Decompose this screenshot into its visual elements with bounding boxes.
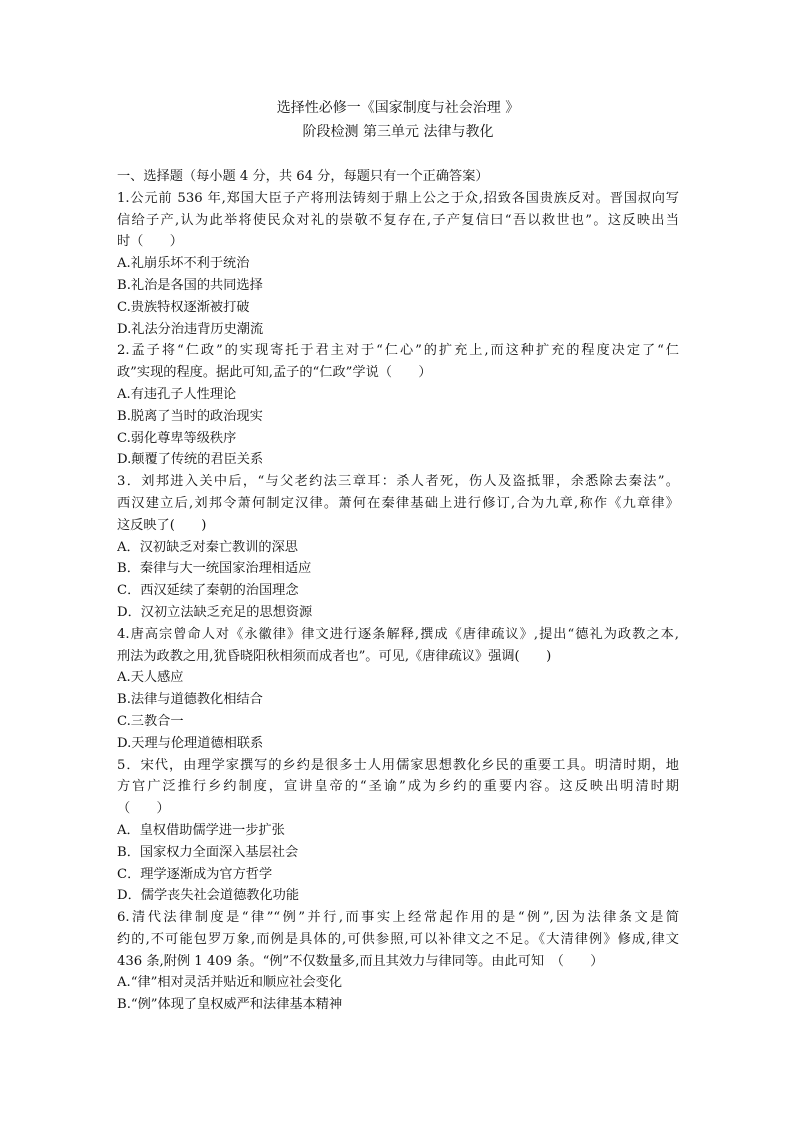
page-subtitle: 阶段检测 第三单元 法律与教化 bbox=[302, 124, 494, 140]
option-b: B．国家权力全面深入基层社会 bbox=[117, 844, 299, 860]
option-a: A．汉初缺乏对秦亡教训的深思 bbox=[117, 539, 298, 555]
option-c: C．理学逐渐成为官方哲学 bbox=[117, 866, 273, 882]
option-b: B.礼治是各国的共同选择 bbox=[117, 277, 263, 293]
option-d: D.天理与伦理道德相联系 bbox=[117, 735, 264, 751]
option-c: C.三教合一 bbox=[117, 713, 184, 729]
question-text-line: （ ） bbox=[117, 801, 170, 817]
question-text-line: 6.清代法律制度是“律”“例”并行,而事实上经常起作用的是“例”,因为法律条文是简 bbox=[117, 910, 679, 926]
question-text-line: 1.公元前 536 年,郑国大臣子产将刑法铸刻于鼎上公之于众,招致各国贵族反对。晋国叔向写 bbox=[117, 190, 679, 206]
question-text-line: 这反映了( ) bbox=[117, 517, 207, 533]
option-d: D．儒学丧失社会道德教化功能 bbox=[117, 888, 300, 904]
option-d: D.颠覆了传统的君臣关系 bbox=[117, 452, 264, 468]
option-d: D．汉初立法缺乏充足的思想资源 bbox=[117, 604, 313, 620]
question-text-line: 西汉建立后,刘邦令萧何制定汉律。萧何在秦律基础上进行修订,合为九章,称作《九章律》 bbox=[117, 495, 679, 511]
question-text-line: 4.唐高宗曾命人对《永徽律》律文进行逐条解释,撰成《唐律疏议》,提出“德礼为政教之本, bbox=[117, 626, 679, 642]
option-d: D.礼法分治违背历史潮流 bbox=[117, 321, 264, 337]
question-text-line: 约的,不可能包罗万象,而例是具体的,可供参照,可以补律文之不足。《大清律例》修成,律文 bbox=[117, 931, 679, 947]
option-c: C.贵族特权逐渐被打破 bbox=[117, 299, 250, 315]
exam-page bbox=[117, 96, 679, 1016]
question-text-line: 刑法为政教之用,犹昏晓阳秋相须而成者也”。可见,《唐律疏议》强调( ) bbox=[117, 648, 552, 664]
option-b: B.“例”体现了皇权威严和法律基本精神 bbox=[117, 997, 343, 1013]
question-5 bbox=[117, 755, 679, 908]
question-text-line: 436 条,附例 1 409 条。“例”不仅数量多,而且其效力与律同等。由此可知 （ ） bbox=[117, 953, 604, 969]
spacer bbox=[117, 144, 679, 166]
option-a: A.“律”相对灵活并贴近和顺应社会变化 bbox=[117, 975, 343, 991]
option-c: C．西汉延续了秦朝的治国理念 bbox=[117, 583, 299, 599]
option-c: C.弱化尊卑等级秩序 bbox=[117, 430, 237, 446]
option-b: B.脱离了当时的政治现实 bbox=[117, 408, 263, 424]
option-a: A．皇权借助儒学进一步扩张 bbox=[117, 822, 285, 838]
question-text-line: 信给子产,认为此举将使民众对礼的崇敬不复存在,子产复信曰“吾以救世也”。这反映出当 bbox=[117, 212, 679, 228]
question-2 bbox=[117, 340, 679, 471]
option-a: A.天人感应 bbox=[117, 670, 184, 686]
option-b: B.法律与道德教化相结合 bbox=[117, 692, 263, 708]
question-1 bbox=[117, 188, 679, 341]
option-a: A.有违孔子人性理论 bbox=[117, 386, 237, 402]
question-text-line: 5．宋代，由理学家撰写的乡约是很多士人用儒家思想教化乡民的重要工具。明清时期，地 bbox=[117, 757, 679, 773]
section-heading: 一、选择题（每小题 4 分，共 64 分，每题只有一个正确答案） bbox=[117, 169, 489, 184]
question-text-line: 3．刘邦进入关中后，“与父老约法三章耳：杀人者死，伤人及盗抵罪，余悉除去秦法”。 bbox=[117, 474, 679, 490]
question-4 bbox=[117, 624, 679, 755]
question-text-line: 时（ ） bbox=[117, 234, 183, 250]
question-text-line: 2.孟子将“仁政”的实现寄托于君主对于“仁心”的扩充上,而这种扩充的程度决定了“仁 bbox=[117, 343, 679, 359]
option-a: A.礼崩乐坏不利于统治 bbox=[117, 256, 250, 272]
question-text-line: 方官广泛推行乡约制度，宣讲皇帝的“圣谕”成为乡约的重要内容。这反映出明清时期 bbox=[117, 779, 679, 795]
question-text-line: 政”实现的程度。据此可知,孟子的“仁政”学说（ ） bbox=[117, 365, 432, 381]
option-b: B．秦律与大一统国家治理相适应 bbox=[117, 561, 312, 577]
page-title: 选择性必修一《国家制度与社会治理 》 bbox=[276, 100, 520, 116]
question-6 bbox=[117, 907, 679, 1016]
question-3 bbox=[117, 471, 679, 624]
